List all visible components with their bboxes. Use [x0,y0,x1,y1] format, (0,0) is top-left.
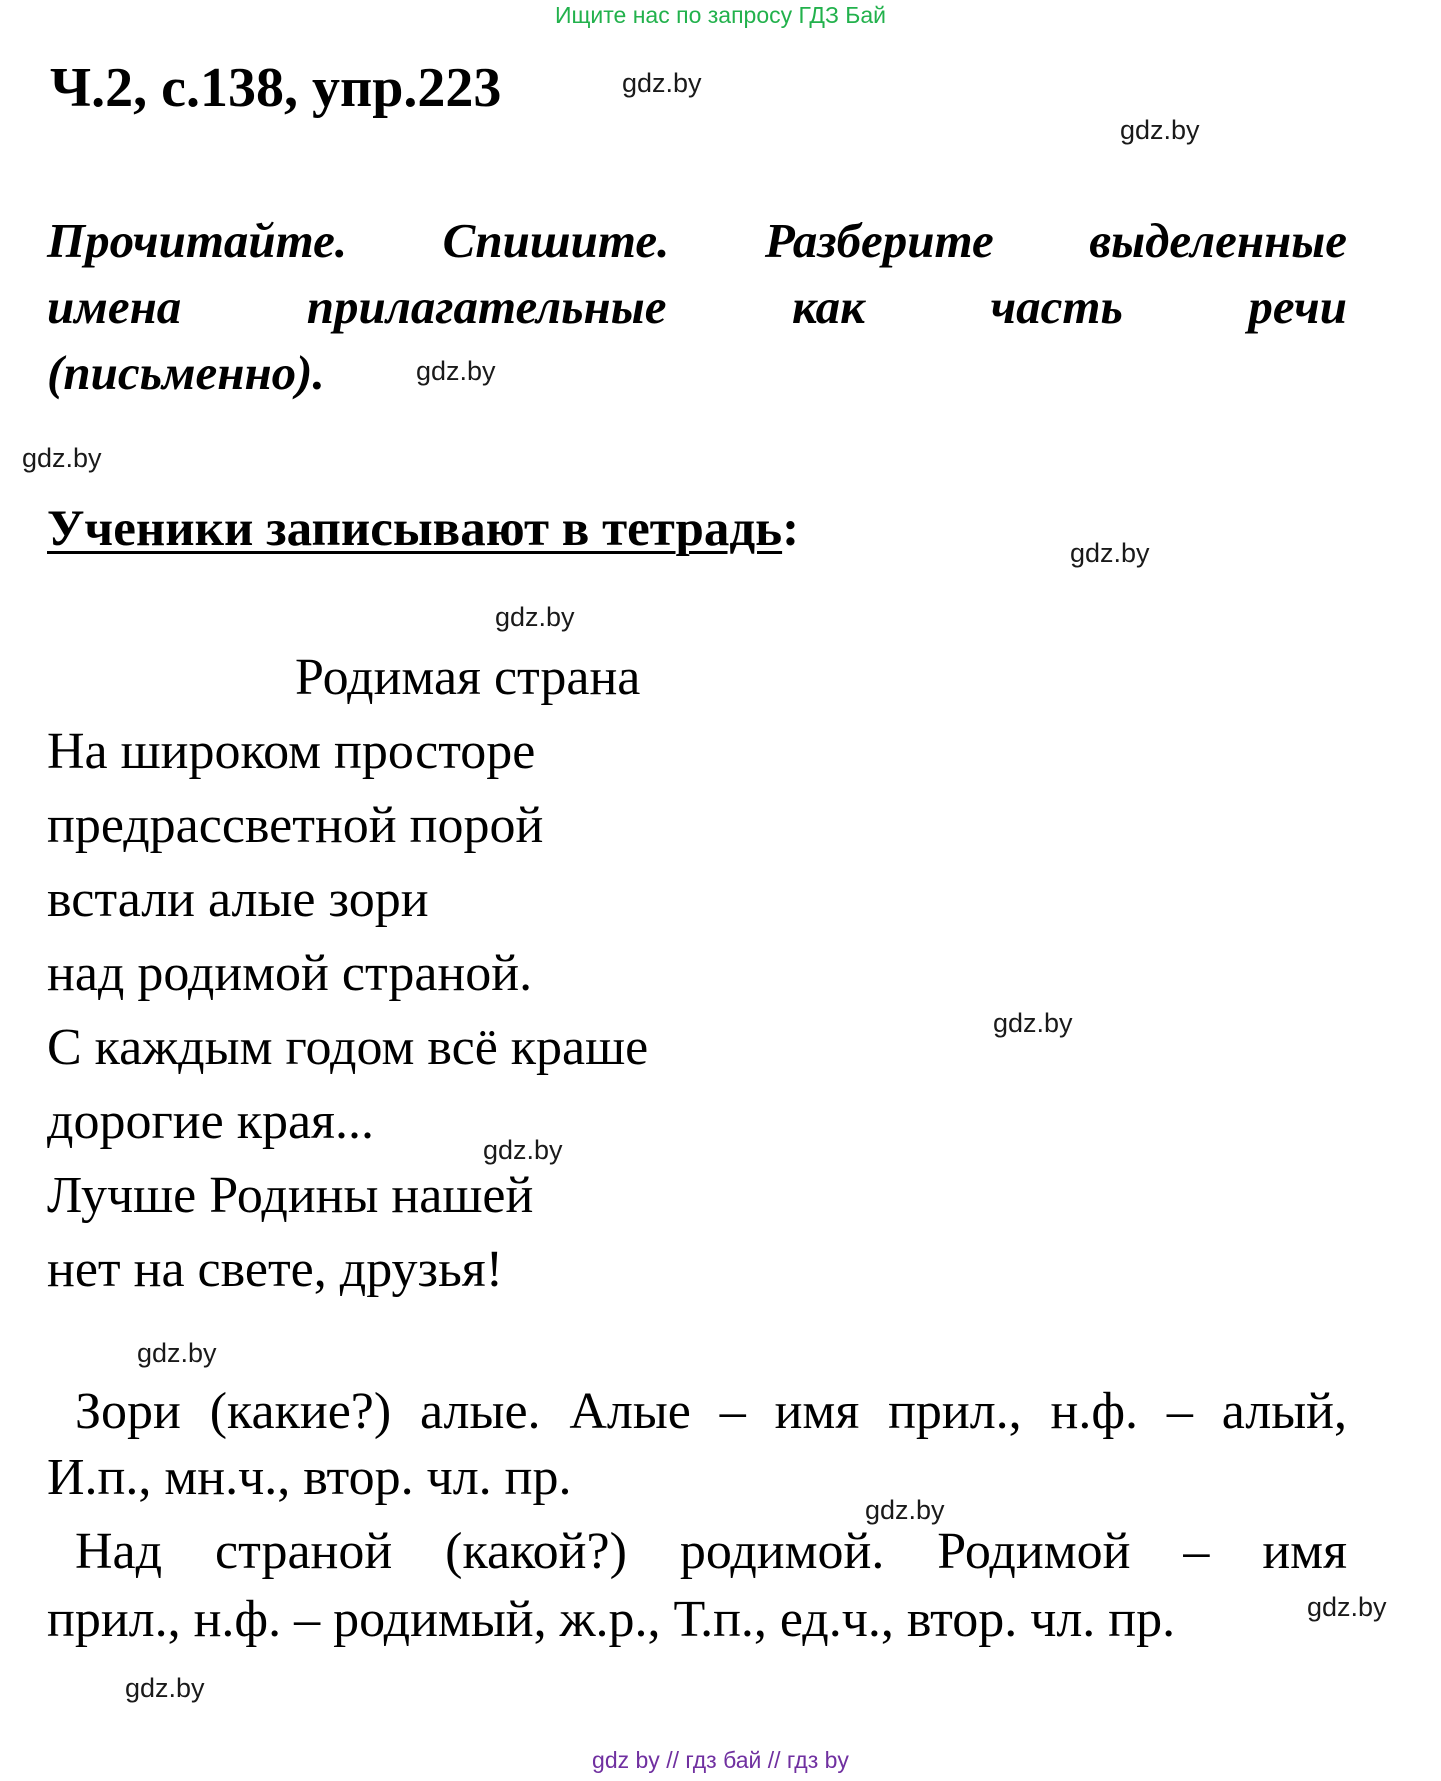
answer-line-2: И.п., мн.ч., втор. чл. пр. [47,1449,572,1506]
watermark: gdz.by [1120,115,1200,145]
answer-line-3: Над страной (какой?) родимой. Родимой – имя [75,1523,1347,1580]
poem-line: встали алые зори [47,871,429,928]
watermark: gdz.by [483,1135,563,1165]
subheading-text: Ученики записывают в тетрадь [47,501,783,557]
watermark: gdz.by [1070,538,1150,568]
poem-line: На широком просторе [47,723,536,780]
poem-line: над родимой страной. [47,945,533,1002]
poem-line: Лучше Родины нашей [47,1167,534,1224]
task-line-3: (письменно). [47,345,325,400]
poem-line: нет на свете, друзья! [47,1241,504,1298]
watermark: gdz.by [1307,1592,1387,1622]
poem-title: Родимая страна [295,649,641,706]
footer-links[interactable]: gdz by // гдз бай // гдз by [592,1747,849,1773]
watermark: gdz.by [993,1008,1073,1038]
page-title: Ч.2, с.138, упр.223 [50,57,502,119]
poem-line: предрассветной порой [47,797,544,854]
answer-line-1: Зори (какие?) алые. Алые – имя прил., н.ф. – алый, [75,1383,1347,1440]
watermark: gdz.by [125,1673,205,1703]
watermark: gdz.by [865,1495,945,1525]
watermark: gdz.by [22,443,102,473]
watermark: gdz.by [622,68,702,98]
subheading [47,500,799,558]
task-line-1: Прочитайте. Спишите. Разберите выделенные [47,213,1347,268]
poem-line: дорогие края... [47,1093,374,1150]
watermark: gdz.by [137,1338,217,1368]
subheading-colon: : [782,501,800,557]
top-banner-link[interactable]: Ищите нас по запросу ГДЗ Бай [554,2,887,28]
task-line-2: имена прилагательные как часть речи [47,279,1347,334]
watermark: gdz.by [495,602,575,632]
poem-line: С каждым годом всё краше [47,1019,649,1076]
watermark: gdz.by [416,356,496,386]
answer-line-4: прил., н.ф. – родимый, ж.р., Т.п., ед.ч., втор. чл. пр. [47,1591,1176,1648]
